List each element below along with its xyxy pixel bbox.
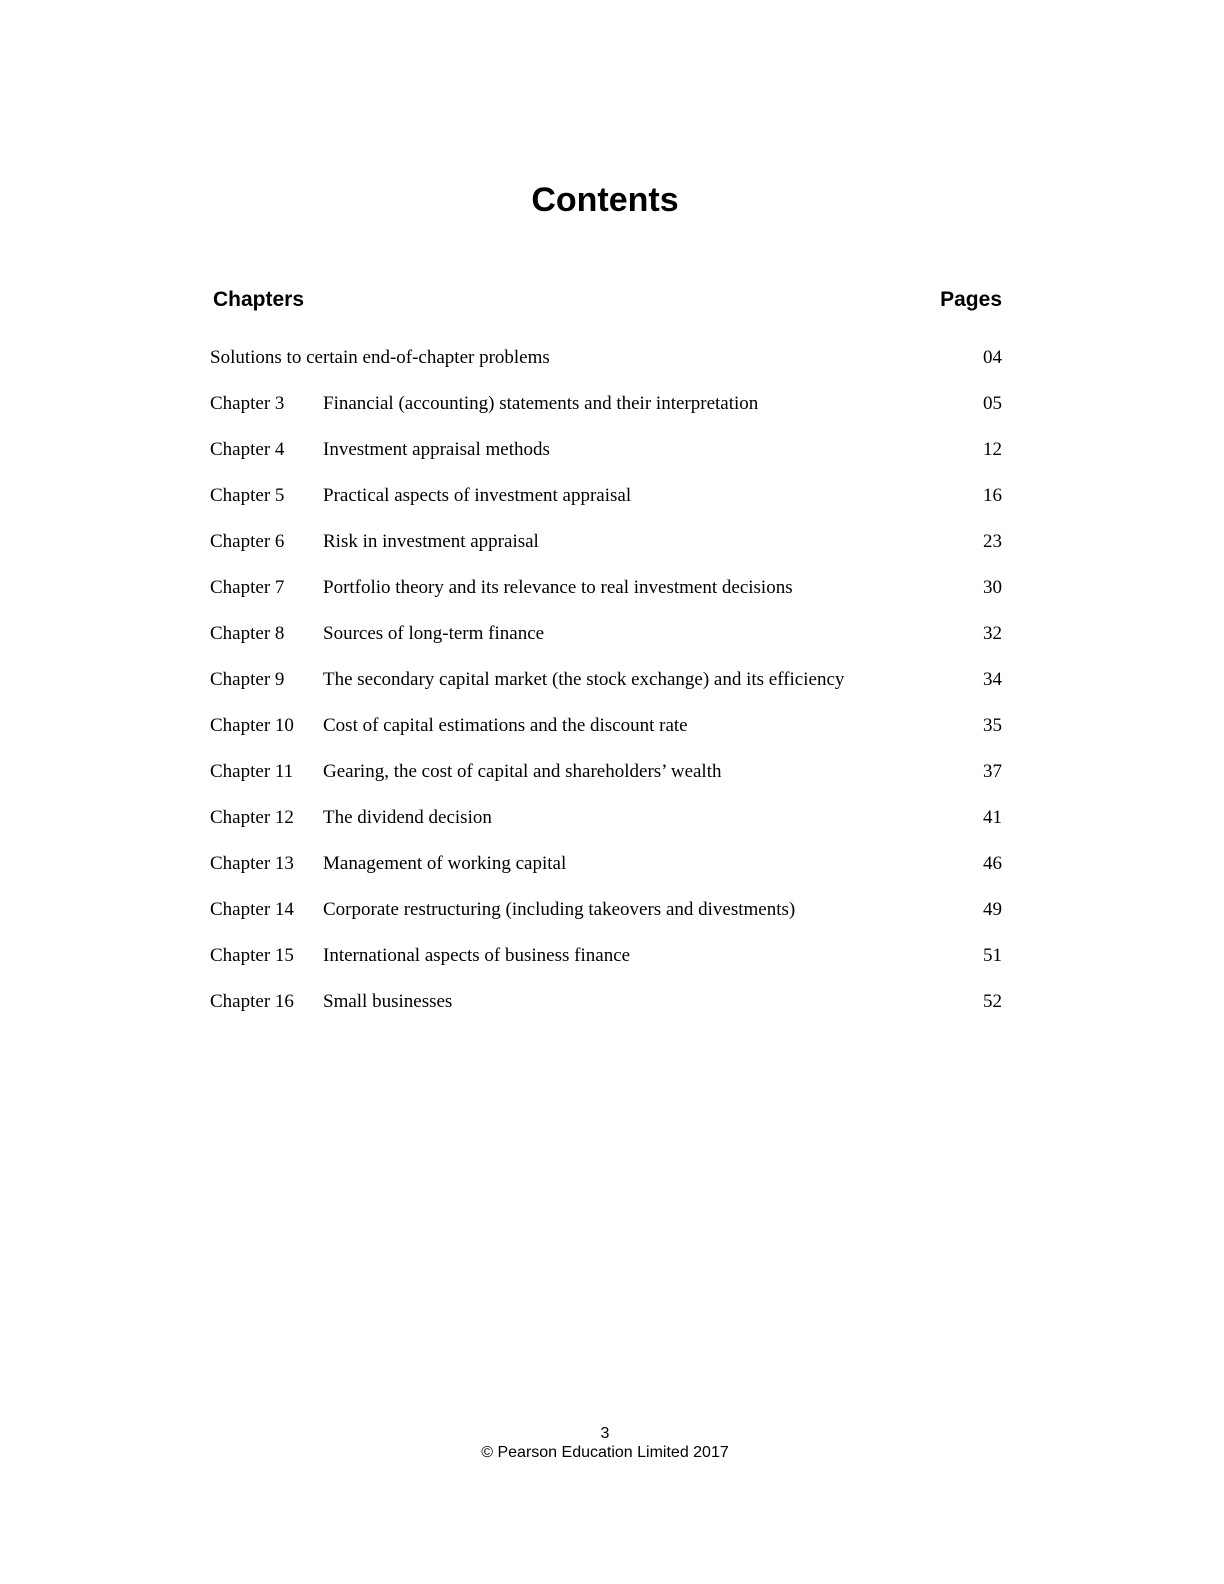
toc-chapter-label: Chapter 3 [210, 393, 285, 414]
toc-chapter-label: Chapter 11 [210, 761, 294, 782]
toc-row [210, 756, 1002, 802]
toc-row [210, 526, 1002, 572]
toc-entry-page: 49 [983, 899, 1002, 920]
toc-chapter-label: Chapter 12 [210, 807, 294, 828]
toc-chapter-label: Chapter 14 [210, 899, 294, 920]
toc-entry-page: 51 [983, 945, 1002, 966]
toc-row [210, 618, 1002, 664]
toc-entry-page: 34 [983, 669, 1002, 690]
table-of-contents [210, 342, 1002, 1032]
toc-entry-title: Portfolio theory and its relevance to real investment decisions [323, 577, 793, 598]
toc-entry-title: Management of working capital [323, 853, 567, 874]
toc-row [210, 848, 1002, 894]
toc-intro-row [210, 342, 1002, 388]
toc-entry-title: Solutions to certain end-of-chapter problems [210, 347, 550, 368]
toc-entry-page: 32 [983, 623, 1002, 644]
toc-row [210, 664, 1002, 710]
toc-entry-page: 04 [983, 347, 1002, 368]
toc-entry-title: Gearing, the cost of capital and shareholders’ wealth [323, 761, 722, 782]
toc-chapter-label: Chapter 13 [210, 853, 294, 874]
toc-row [210, 434, 1002, 480]
copyright-notice: © Pearson Education Limited 2017 [481, 1444, 729, 1461]
toc-row [210, 572, 1002, 618]
toc-entry-page: 05 [983, 393, 1002, 414]
toc-entry-page: 37 [983, 761, 1002, 782]
toc-chapter-label: Chapter 5 [210, 485, 285, 506]
toc-entry-title: Corporate restructuring (including takeovers and divestments) [323, 899, 796, 920]
toc-entry-page: 46 [983, 853, 1002, 874]
toc-chapter-label: Chapter 15 [210, 945, 294, 966]
toc-entry-title: Cost of capital estimations and the discount rate [323, 715, 688, 736]
toc-row [210, 388, 1002, 434]
toc-entry-page: 30 [983, 577, 1002, 598]
toc-entry-title: The secondary capital market (the stock exchange) and its efficiency [323, 669, 845, 690]
toc-row [210, 940, 1002, 986]
toc-row [210, 802, 1002, 848]
toc-entry-title: Small businesses [323, 991, 453, 1012]
toc-entry-title: International aspects of business finance [323, 945, 631, 966]
toc-entry-title: Sources of long-term finance [323, 623, 545, 644]
toc-entry-page: 35 [983, 715, 1002, 736]
toc-entry-page: 52 [983, 991, 1002, 1012]
toc-entry-title: The dividend decision [323, 807, 492, 828]
toc-chapter-label: Chapter 4 [210, 439, 285, 460]
page-footer [0, 1424, 1210, 1462]
toc-entry-page: 41 [983, 807, 1002, 828]
toc-chapter-label: Chapter 6 [210, 531, 285, 552]
toc-chapter-label: Chapter 8 [210, 623, 285, 644]
pages-column-header: Pages [940, 288, 1002, 311]
page-number: 3 [600, 1425, 610, 1442]
page-title: Contents [531, 181, 679, 219]
toc-entry-page: 12 [983, 439, 1002, 460]
chapters-column-header: Chapters [213, 288, 305, 311]
toc-entry-title: Risk in investment appraisal [323, 531, 539, 552]
toc-chapter-label: Chapter 16 [210, 991, 294, 1012]
toc-chapter-label: Chapter 7 [210, 577, 285, 598]
toc-entry-page: 16 [983, 485, 1002, 506]
toc-row [210, 986, 1002, 1032]
toc-entry-title: Practical aspects of investment appraisal [323, 485, 632, 506]
toc-chapter-label: Chapter 9 [210, 669, 285, 690]
toc-entry-title: Investment appraisal methods [323, 439, 550, 460]
toc-entry-title: Financial (accounting) statements and their interpretation [323, 393, 759, 414]
toc-row [210, 480, 1002, 526]
toc-entry-page: 23 [983, 531, 1002, 552]
toc-row [210, 894, 1002, 940]
toc-row [210, 710, 1002, 756]
toc-chapter-label: Chapter 10 [210, 715, 294, 736]
